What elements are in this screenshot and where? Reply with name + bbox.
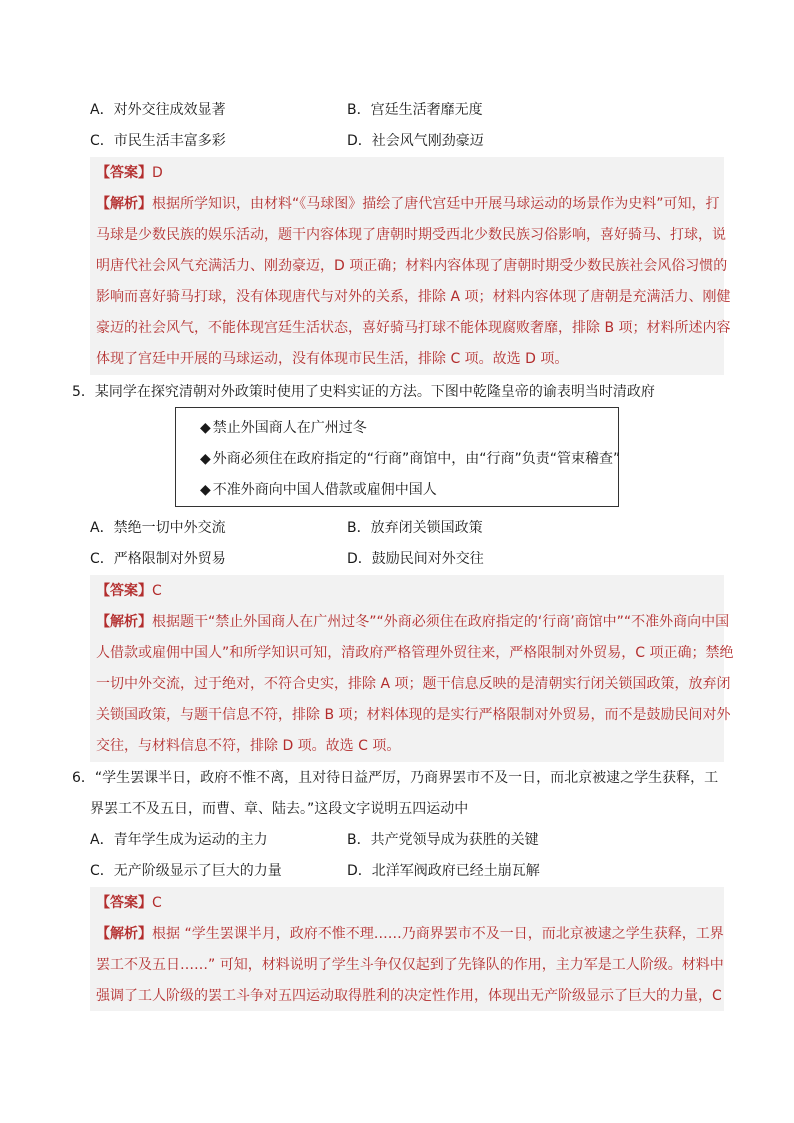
analysis-tag: 【解析】 (96, 926, 152, 942)
q4-option-b: B．宫廷生活奢靡无度 (347, 102, 483, 118)
q5-box-item-2 (200, 449, 620, 469)
q5-analysis-line-4: 关锁国政策，与题干信息不符，排除 B 项；材料体现的是实行严格限制对外贸易，而不是鼓励民间对外 (96, 707, 731, 723)
q6-analysis-line-3: 强调了工人阶级的罢工斗争对五四运动取得胜利的决定性作用，体现出无产阶级显示了巨大的力量，C (96, 988, 722, 1004)
q6-option-a: A．青年学生成为运动的主力 (90, 832, 268, 848)
box-item-text: 不准外商向中国人借款或雇佣中国人 (212, 482, 437, 498)
analysis-text: 根据所学知识，由材料“《马球图》描绘了唐代宫廷中开展马球运动的场景作为史料”可知，打 (152, 196, 720, 212)
q4-analysis-line-5: 豪迈的社会风气，不能体现宫廷生活状态，喜好骑马打球不能体现腐败奢靡，排除 B 项；材料所述内容 (96, 320, 731, 336)
q4-option-a: A．对外交往成效显著 (90, 102, 226, 118)
q5-stem: 5．某同学在探究清朝对外政策时使用了史料实证的方法。下图中乾隆皇帝的谕表明当时清政府 (72, 384, 655, 400)
analysis-tag: 【解析】 (96, 614, 152, 630)
diamond-bullet-icon: ◆ (200, 451, 211, 467)
box-item-text: 外商必须住在政府指定的“行商”商馆中，由“行商”负责“管束稽查” (212, 451, 621, 467)
q6-stem-line-1: 6．“学生罢课半日，政府不惟不离，且对待日益严厉，乃商界罢市不及一日，而北京被逮之学生获释，工 (72, 770, 719, 786)
diamond-bullet-icon: ◆ (200, 482, 211, 498)
q4-analysis-line-6: 体现了宫廷中开展的马球运动，没有体现市民生活，排除 C 项。故选 D 项。 (96, 351, 569, 367)
q6-answer-block (90, 887, 724, 1011)
q4-answer-line (96, 163, 163, 183)
q5-box-item-1 (200, 418, 367, 438)
analysis-text: 根据题干“禁止外国商人在广州过冬”“外商必须住在政府指定的‘行商’商馆中”“不准外商向中国 (152, 614, 730, 630)
q4-analysis-line-1 (96, 194, 720, 214)
q5-analysis-line-5: 交往，与材料信息不符，排除 D 项。故选 C 项。 (96, 738, 401, 754)
q4-analysis-line-4: 影响而喜好骑马打球，没有体现唐代与对外的关系，排除 A 项；材料内容体现了唐朝是充满活力、刚健 (96, 289, 731, 305)
analysis-tag: 【解析】 (96, 196, 152, 212)
q4-analysis-line-2: 马球是少数民族的娱乐活动，题干内容体现了唐朝时期受西北少数民族习俗影响，喜好骑马、打球，说 (96, 227, 726, 243)
box-item-text: 禁止外国商人在广州过冬 (212, 420, 367, 436)
q5-option-b: B．放弃闭关锁国政策 (347, 520, 483, 536)
analysis-text: 根据 “学生罢课半月，政府不惟不理……乃商界罢市不及一日，而北京被逮之学生获释，工界 (152, 926, 724, 942)
answer-tag: 【答案】 (96, 895, 152, 911)
q4-option-d: D．社会风气刚劲豪迈 (347, 133, 484, 149)
q4-analysis-line-3: 明唐代社会风气充满活力、刚劲豪迈，D 项正确；材料内容体现了唐朝时期受少数民族社会风俗习惯的 (96, 258, 728, 274)
q5-analysis-line-2: 人借款或雇佣中国人”和所学知识可知，清政府严格管理外贸往来，严格限制对外贸易，C 项正确；禁绝 (96, 645, 734, 661)
q5-source-box (175, 407, 619, 507)
answer-value: C (152, 583, 162, 599)
answer-value: C (152, 895, 162, 911)
q6-option-b: B．共产党领导成为获胜的关键 (347, 832, 539, 848)
q5-option-c: C．严格限制对外贸易 (90, 551, 226, 567)
diamond-bullet-icon: ◆ (200, 420, 211, 436)
q6-option-c: C．无产阶级显示了巨大的力量 (90, 863, 282, 879)
q5-analysis-line-3: 一切中外交流，过于绝对，不符合史实，排除 A 项；题干信息反映的是清朝实行闭关锁国政策，放弃闭 (96, 676, 731, 692)
q5-box-item-3 (200, 480, 437, 500)
q6-analysis-line-1 (96, 924, 724, 944)
answer-value: D (152, 165, 163, 181)
q6-answer-line (96, 893, 162, 913)
q4-option-c: C．市民生活丰富多彩 (90, 133, 226, 149)
q5-answer-block (90, 575, 734, 762)
q6-analysis-line-2: 罢工不及五日……” 可知，材料说明了学生斗争仅仅起到了先锋队的作用，主力军是工人阶级。材料中 (96, 957, 724, 973)
q4-answer-block (90, 157, 731, 375)
q6-option-d: D．北洋军阀政府已经土崩瓦解 (347, 863, 540, 879)
answer-tag: 【答案】 (96, 583, 152, 599)
q6-stem-line-2: 界罢工不及五日，而曹、章、陆去。”这段文字说明五四运动中 (90, 801, 469, 817)
q5-option-a: A．禁绝一切中外交流 (90, 520, 226, 536)
q5-option-d: D．鼓励民间对外交往 (347, 551, 484, 567)
q5-answer-line (96, 581, 162, 601)
answer-tag: 【答案】 (96, 165, 152, 181)
q5-analysis-line-1 (96, 612, 729, 632)
